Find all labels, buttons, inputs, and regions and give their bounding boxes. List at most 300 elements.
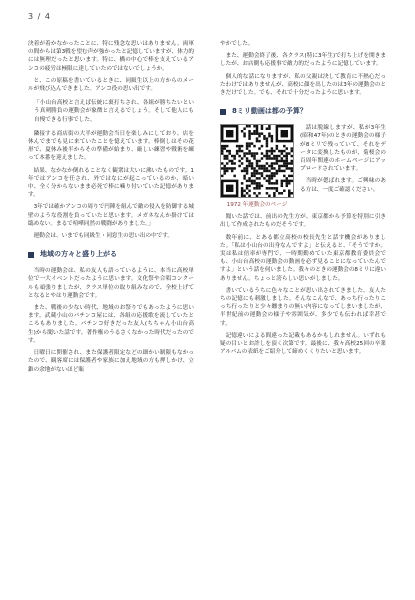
qr-module [243,167,245,169]
qr-module [261,125,263,127]
paragraph: 当時が偲ばれます。ご興味のある方は、一度ご確認ください。 [300,178,386,193]
qr-module [288,175,290,177]
qr-module [246,167,248,169]
qr-module [256,125,258,127]
qr-module [291,167,293,169]
qr-module [256,138,258,140]
qr-module [221,175,223,177]
qr-module [273,150,275,152]
qr-module [261,165,263,167]
qr-module [278,160,280,162]
qr-module [233,157,235,159]
section-title: 8ミリ動画は都の予算？ [232,107,307,116]
qr-module [256,187,258,189]
qr-module [263,155,265,157]
qr-module [243,195,245,197]
qr-module [226,162,228,164]
square-bullet-icon [28,252,34,258]
qr-module [266,153,268,155]
qr-module [236,153,238,155]
qr-module [271,172,273,174]
qr-module [276,187,278,189]
qr-module [273,172,275,174]
qr-module [271,138,273,140]
qr-module [246,165,248,167]
qr-module [273,162,275,164]
qr-module [283,162,285,164]
qr-module [223,155,225,157]
qr-module [233,175,235,177]
qr-module [278,155,280,157]
qr-module [256,170,258,172]
qr-module [261,157,263,159]
qr-module [246,143,248,145]
qr-module [286,177,288,179]
qr-module [273,175,275,177]
qr-module [283,175,285,177]
qr-wrapper [220,124,294,209]
qr-module [263,135,265,137]
paragraph: 3年では確かアンコの周りで円陣を組んで敵の侵入を防御する城壁のような役割を負っていたと思います。メガネなんか掛けては臨めない。まるで喧嘩同然の戦闘がありました。」 [28,204,194,227]
qr-module [278,192,280,194]
qr-module [281,192,283,194]
qr-module [258,148,260,150]
qr-module [258,160,260,162]
qr-module [288,153,290,155]
qr-module [221,145,223,147]
qr-module [258,165,260,167]
qr-module [223,170,225,172]
qr-module [223,167,225,169]
qr-module [241,157,243,159]
qr-module [271,177,273,179]
section-heading-community [28,250,194,259]
paragraph: 書いているうちに色々なことが思い出されてきました。友人たちの記憶にも刺激しました。そんなこんなで、あっち行ったりこっち行ったりと少々纏まりの無い内容になってしまいましたが、半世紀前の運動会の様子や雰囲気が、多少でも伝われば幸甚です。 [220,287,386,327]
qr-module [276,162,278,164]
qr-module [283,180,285,182]
qr-module [258,192,260,194]
qr-module [241,192,243,194]
qr-module [266,187,268,189]
qr-module [256,160,258,162]
qr-module [286,153,288,155]
qr-module [251,175,253,177]
paragraph: 運動会は、いまでも同級生・同窓生の思い出の中です。 [33,233,173,240]
qr-module [246,192,248,194]
paragraph: やかでした。 [220,41,254,47]
qr-module [268,155,270,157]
qr-module [278,150,280,152]
qr-module [236,145,238,147]
qr-module [276,182,278,184]
qr-module [223,145,225,147]
paragraph: 記憶違いによる間違った記載もあるかもしれません。いずれも疑の目いとお許しを頂く次第です。最後に、我々高校25回の卒業アルバムの表紙をご紹介して締めくくりたいと思います。 [220,332,386,356]
qr-module [251,162,253,164]
qr-module [228,153,230,155]
qr-module [253,192,255,194]
qr-module [241,190,243,192]
qr-module [261,185,263,187]
qr-module [278,165,280,167]
paragraph: 数年前に、とある都立高校の校長先生と話す機会がありました。「私は小山台の出身なんですよ」と伝えると、「そうですか。実は私は倍率が専門で、一時期勤めていた東京都教育委員会でも、小山台高校の運動会の動画を必ず見ることになっていたんですよ」という話を伺いました。我々のときの運動会の8ミリに違いありません。ちょっと誇らしい思いがしました。 [220,234,386,282]
qr-module [291,148,293,150]
qr-module [286,165,288,167]
qr-module [251,172,253,174]
qr-module [253,180,255,182]
qr-module [288,182,290,184]
qr-module [288,162,290,164]
qr-module [268,128,270,130]
qr-module [256,162,258,164]
paragraph: 話は脱線しますが、私が3年生(昭和47年)のときの運動会の様子が8ミリで残っていて、それをデータに変換したものが、菊桜会の百周年関連のホームページにアップロードされています。 [300,125,386,173]
qr-module [276,145,278,147]
qr-module [243,177,245,179]
qr-module [248,185,250,187]
qr-module [261,145,263,147]
qr-module [231,162,233,164]
section-heading-8mm-video [220,107,386,116]
qr-module [266,155,268,157]
qr-module [256,140,258,142]
qr-module [291,155,293,157]
qr-module [228,160,230,162]
qr-module [288,190,290,192]
qr-module [271,165,273,167]
qr-module [251,167,253,169]
qr-module [278,167,280,169]
qr-module [243,128,245,130]
qr-module [251,155,253,157]
qr-module [238,145,240,147]
qr-module [263,167,265,169]
qr-module [258,167,260,169]
section-title: 地域の方々と盛り上がる [40,250,117,259]
qr-module [281,160,283,162]
qr-module [266,140,268,142]
qr-module [276,172,278,174]
qr-module [221,167,223,169]
qr-module [288,192,290,194]
qr-module [248,180,250,182]
qr-module [261,133,263,135]
qr-module [258,172,260,174]
qr-module [273,187,275,189]
qr-module [228,167,230,169]
qr-module [238,165,240,167]
qr-module [221,153,223,155]
qr-module [253,175,255,177]
qr-module [281,182,283,184]
qr-module [271,150,273,152]
qr-module [253,182,255,184]
qr-module [278,170,280,172]
qr-module [281,153,283,155]
qr-module [253,157,255,159]
qr-module [268,157,270,159]
qr-module [276,170,278,172]
qr-module [268,180,270,182]
qr-module [268,150,270,152]
qr-module [226,170,228,172]
qr-module [266,192,268,194]
qr-module [241,170,243,172]
qr-module [238,160,240,162]
qr-module [263,177,265,179]
qr-module [243,133,245,135]
qr-module [256,128,258,130]
qr-module [271,135,273,137]
qr-module [253,145,255,147]
qr-module [248,135,250,137]
qr-module [266,162,268,164]
qr-module [286,157,288,159]
qr-module [271,140,273,142]
qr-module [258,187,260,189]
qr-module [276,148,278,150]
qr-module [281,150,283,152]
qr-module [253,187,255,189]
qr-module [291,180,293,182]
qr-module [248,138,250,140]
qr-module [286,185,288,187]
qr-module [263,165,265,167]
qr-module [223,148,225,150]
qr-module [281,185,283,187]
qr-module [246,170,248,172]
qr-module [226,167,228,169]
qr-module [268,182,270,184]
qr-module [261,167,263,169]
qr-module [291,150,293,152]
qr-module [261,153,263,155]
qr-module [266,157,268,159]
qr-caption: 1972 年運動会のページ [226,202,288,209]
qr-module [253,172,255,174]
qr-module [241,162,243,164]
qr-module [268,175,270,177]
qr-module [241,187,243,189]
qr-module [273,182,275,184]
right-column [220,40,386,360]
qr-module [233,162,235,164]
qr-module [223,165,225,167]
paragraph: 当時の運動会は、私の友人も語っているように、本当に高校単位で一大イベントだったように思います。文化祭や合唱コンクールも頑張りましたが、クラス単位の取り組みなので、全校上げてとなるとやはり運動会です。 [28,268,194,299]
qr-module [258,177,260,179]
qr-module [231,167,233,169]
qr-module [266,167,268,169]
page-number: 3 / 4 [28,12,51,21]
qr-module [241,145,243,147]
qr-module [286,155,288,157]
qr-module [283,145,285,147]
qr-module [228,150,230,152]
qr-module [286,167,288,169]
qr-module [258,133,260,135]
qr-module [286,180,288,182]
qr-module [246,160,248,162]
qr-module [248,165,250,167]
qr-module [258,182,260,184]
left-column [28,40,194,378]
qr-code-icon[interactable] [220,124,294,198]
qr-module [291,175,293,177]
qr-module [241,150,243,152]
qr-module [271,187,273,189]
qr-module [248,130,250,132]
square-bullet-icon [220,109,226,115]
paragraph: 日曜日に開催され、また保護者限定などの細かい制限もなかったので、観客席には保護者や家族に加え地域の方も押しかけ、立錐の余地がないほど賑 [28,350,194,373]
qr-module [226,157,228,159]
qr-module [258,185,260,187]
qr-module [266,170,268,172]
qr-module [271,167,273,169]
qr-module [248,125,250,127]
qr-module [243,153,245,155]
qr-module [253,167,255,169]
qr-module [233,167,235,169]
qr-module [253,125,255,127]
qr-module [283,150,285,152]
qr-module [266,138,268,140]
qr-module [231,160,233,162]
qr-module [248,143,250,145]
qr-module [243,190,245,192]
qr-module [251,182,253,184]
qr-module [273,167,275,169]
qr-module [276,155,278,157]
qr-side-text [300,124,386,198]
qr-module [266,128,268,130]
qr-module [246,172,248,174]
qr-module [246,185,248,187]
qr-module [238,155,240,157]
qr-module [286,162,288,164]
qr-module [286,148,288,150]
qr-module [283,160,285,162]
qr-module [223,172,225,174]
qr-module [273,195,275,197]
qr-module [256,130,258,132]
qr-module [246,187,248,189]
qr-module [271,153,273,155]
qr-module [238,148,240,150]
qr-module [231,170,233,172]
qr-module [246,125,248,127]
qr-module [253,133,255,135]
qr-module [251,153,253,155]
qr-module [256,195,258,197]
paragraph: 個人的な話になりますが、私の父親は決して教育に不熱心だったわけではありませんが、高校に顔を出したのは3年の運動会のときだけでした。でも、それで十分だったように思います。 [220,73,386,97]
qr-module [248,177,250,179]
qr-block [220,124,386,209]
qr-module [276,190,278,192]
qr-module [246,148,248,150]
qr-module [276,160,278,162]
qr-module [281,180,283,182]
qr-module [268,187,270,189]
qr-module [283,155,285,157]
qr-module [281,165,283,167]
qr-module [251,143,253,145]
qr-module [248,162,250,164]
qr-module [283,165,285,167]
qr-module [271,175,273,177]
quote-block: 「小山台高校と言えば伝統に裏打ちされ、各組が勝ちたいという真剣勝負の運動会が象徴と言えるでしょう。そして他人にも自慢できる行事でした。 [34,100,194,123]
qr-module [283,190,285,192]
qr-module [226,185,233,192]
qr-module [281,130,288,137]
qr-module [268,195,270,197]
qr-module [253,153,255,155]
qr-module [248,145,250,147]
qr-module [248,160,250,162]
qr-module [226,145,228,147]
qr-module [256,165,258,167]
qr-module [261,175,263,177]
qr-module [288,180,290,182]
paragraph: また、運動会終了後、各クラス(特に3年生)で打ち上げを開きましたが、お店側も応援事で敵力的だったように記憶しています。 [220,53,386,68]
qr-module [223,157,225,159]
qr-module [241,130,243,132]
paragraph: 隣接する商店街の大半が運動会当日を楽しみにしており、店を休んでまでも見に来ていたことを憶えています。棒倒しはその花形で、夏休み後半からその準備が始まり、厳しい練習や戦術を練って本番を迎えました。 [28,130,194,162]
qr-module [243,175,245,177]
qr-module [243,170,245,172]
qr-module [286,182,288,184]
qr-module [291,170,293,172]
qr-module [288,167,290,169]
qr-module [256,182,258,184]
qr-module [291,162,293,164]
qr-module [248,133,250,135]
qr-module [246,145,248,147]
qr-module [248,153,250,155]
paragraph: 決着が着かなかったことに、特に残念な思いはありません。両軍の間からは第3戦を望む声が強かったと記憶していますが、体力的には無理だったと思います。特に、橋の中心で棒を支えているアンコの疲労は極限に達していたのではないでしょうか。 [28,41,194,72]
qr-module [251,165,253,167]
qr-module [233,155,235,157]
qr-module [281,157,283,159]
qr-module [226,150,228,152]
qr-module [291,160,293,162]
qr-module [226,155,228,157]
qr-module [281,170,283,172]
qr-module [256,133,258,135]
qr-module [238,150,240,152]
qr-module [266,180,268,182]
qr-module [236,150,238,152]
qr-module [268,177,270,179]
qr-module [261,128,263,130]
qr-module [283,170,285,172]
qr-module [253,130,255,132]
qr-module [266,175,268,177]
qr-module [256,172,258,174]
paragraph: 結果、なかなか倒れることなく観衆は大いに沸いたものです。1年ではアンコを任され、外ではなにが起こっているのか、暗い中、全く分からないまま必死で棒に噛り付いていた記憶があります。 [28,167,194,199]
qr-module [246,153,248,155]
qr-module [276,157,278,159]
qr-module [273,192,275,194]
qr-module [271,182,273,184]
qr-module [256,153,258,155]
qr-module [258,140,260,142]
qr-module [246,180,248,182]
qr-module [248,150,250,152]
qr-module [221,150,223,152]
paragraph: また、戦後の少ない時代、地域のお祭りでもあったように思います。武蔵小山のパチンコ屋には、各組の応援歌を流していたところもありました。パチンコ好きだった友人(ちちゃん小山台高生)から聞いた話です。著作権のうるさくなかった時代だったのです。 [28,305,194,344]
qr-module [271,157,273,159]
qr-module [251,180,253,182]
qr-module [288,195,290,197]
qr-module [268,170,270,172]
